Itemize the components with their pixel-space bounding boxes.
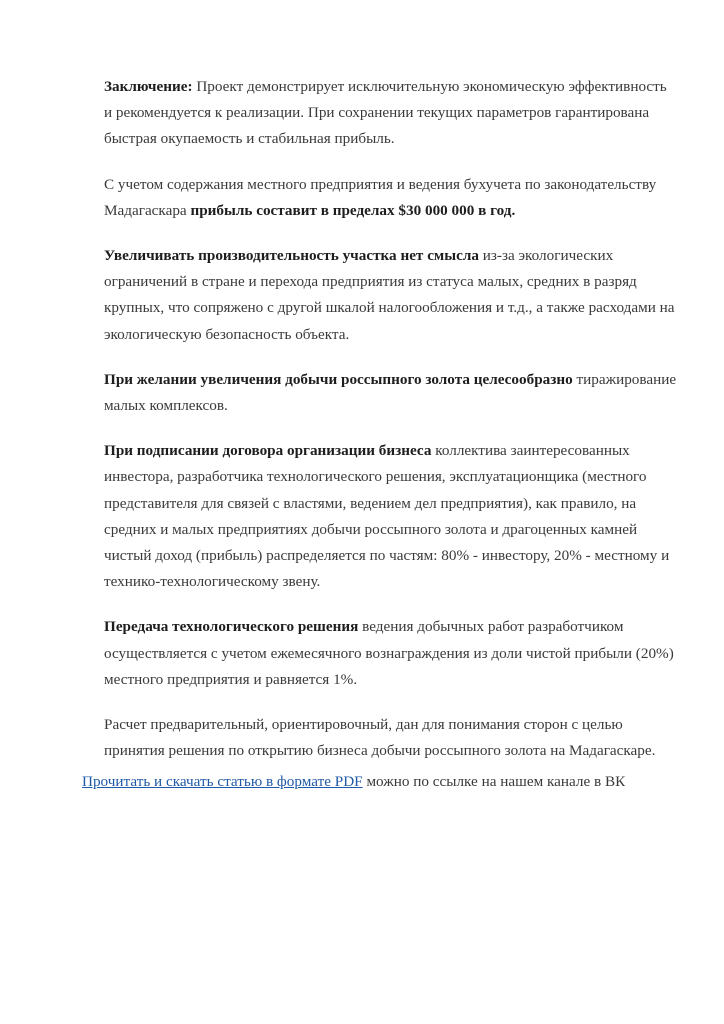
paragraph-text: Расчет предварительный, ориентировочный, дан для понимания сторон с целью принятия решения по открытию бизнеса добычи россыпного золота на Мадагаскаре. bbox=[104, 716, 656, 760]
document-body bbox=[104, 74, 678, 783]
paragraph-bold-lead: При подписании договора организации бизнеса bbox=[104, 442, 432, 460]
paragraph-text: тиражирование малых комплексов. bbox=[104, 370, 677, 415]
paragraph-bold-lead: Заключение: bbox=[104, 78, 193, 95]
paragraph-productivity bbox=[104, 243, 678, 348]
paragraph-bold-lead: Увеличивать производительность участка нет смысла bbox=[104, 247, 479, 265]
paragraph-bold-lead: Передача технологического решения bbox=[104, 618, 359, 636]
paragraph-calculation-note bbox=[104, 712, 678, 764]
footer-text: можно по ссылке на нашем канале в ВК bbox=[362, 773, 626, 790]
paragraph-text: ведения добычных работ разработчиком осуществляется с учетом ежемесячного вознаграждения из доли чистой прибыли (20%) местного предприятия и равняется 1%. bbox=[104, 618, 674, 688]
paragraph-bold-tail: прибыль составит в пределах $30 000 000 в год. bbox=[190, 201, 516, 219]
paragraph-scaling bbox=[104, 367, 678, 419]
paragraph-text: С учетом содержания местного предприятия и ведения бухучета по законодательству Мадагаскара bbox=[104, 175, 657, 219]
footer-line bbox=[82, 769, 682, 795]
paragraph-bold-lead: При желании увеличения добычи россыпного золота целесообразно bbox=[104, 370, 573, 388]
paragraph-text: коллектива заинтересованных инвестора, разработчика технологического решения, эксплуатационщика (местного представителя для связей с властями, ведением дел предприятия), как правило, на средних и малых предприятиях добычи россыпного золота и драгоценных камней чистый доход (прибыль) распределяется по частям: 80% - инвестору, 20% - местному и технико-технологическому звену. bbox=[104, 442, 670, 591]
pdf-download-link[interactable]: Прочитать и скачать статью в формате PDF bbox=[82, 773, 363, 790]
paragraph-conclusion bbox=[104, 74, 678, 153]
paragraph-text: из-за экологических ограничений в стране и перехода предприятия из статуса малых, средних в разряд крупных, что сопряжено с другой шкалой налогообложения и т.д., а также расходами на экологическую безопасность объекта. bbox=[104, 247, 675, 343]
paragraph-text: Проект демонстрирует исключительную экономическую эффективность и рекомендуется к реализации. При сохранении текущих параметров гарантирована быстрая окупаемость и стабильная прибыль. bbox=[104, 78, 667, 148]
paragraph-technology-transfer bbox=[104, 614, 678, 693]
paragraph-contract bbox=[104, 438, 678, 595]
paragraph-profit bbox=[104, 172, 678, 224]
